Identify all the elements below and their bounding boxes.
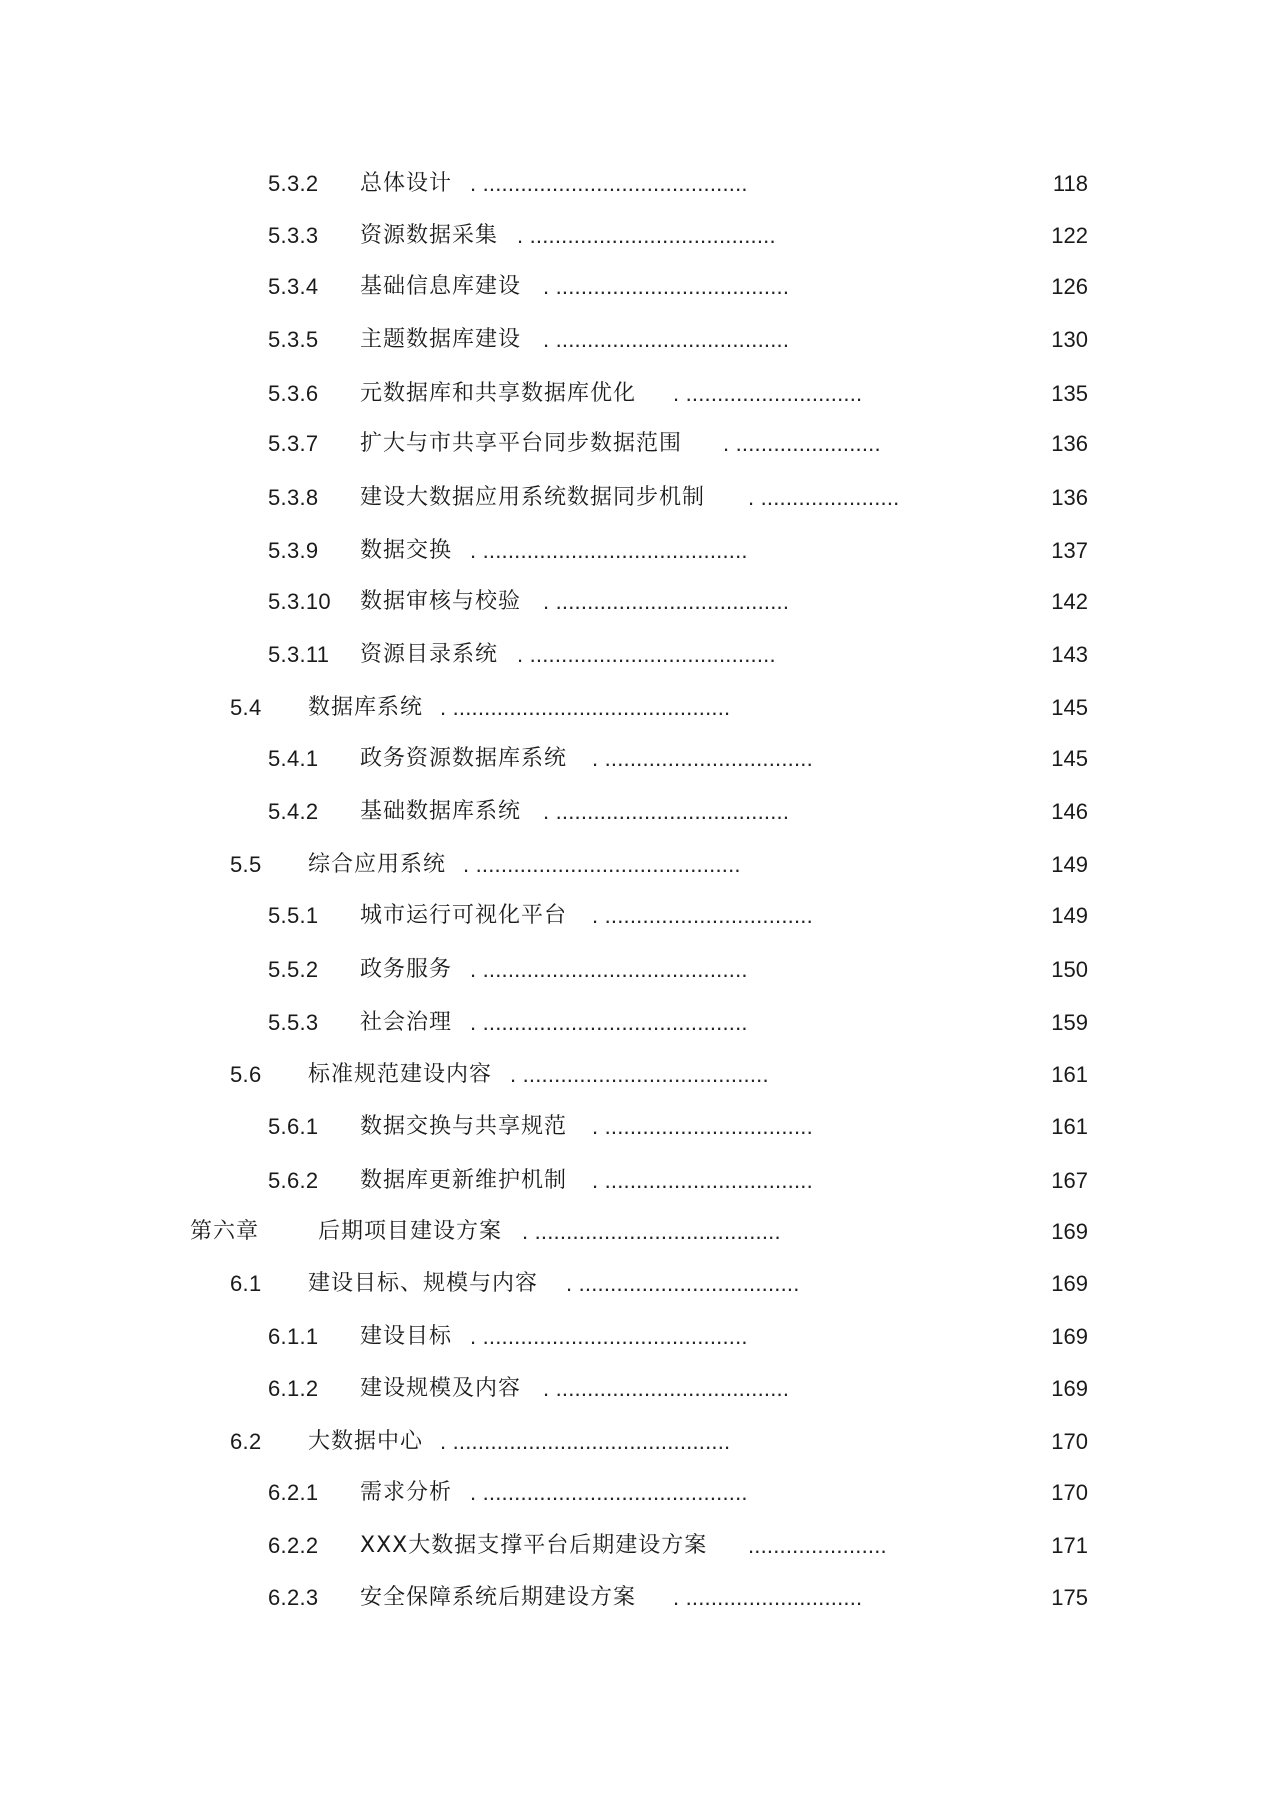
- toc-page-number: 145: [1051, 746, 1088, 771]
- toc-entry-title: 建设规模及内容: [360, 1376, 522, 1401]
- toc-page-number: 130: [1051, 327, 1088, 352]
- toc-entry[interactable]: [0, 374, 1274, 414]
- toc-page-number: 135: [1051, 381, 1088, 406]
- toc-chapter-number: 第六章: [190, 1219, 260, 1244]
- toc-entry-number: 6.2.2: [268, 1533, 319, 1558]
- toc-entry-number: 6.1.2: [268, 1376, 319, 1401]
- toc-entry-number: 5.3.8: [268, 485, 319, 510]
- toc-entry-title: 总体设计: [360, 171, 453, 196]
- toc-page-number: 175: [1051, 1585, 1088, 1610]
- toc-entry-title: 数据库系统: [308, 695, 424, 720]
- toc-entry-number: 5.6.2: [268, 1168, 319, 1193]
- toc-page-number: 170: [1051, 1429, 1088, 1454]
- toc-entry-number: 5.6.1: [268, 1114, 319, 1139]
- toc-entry-number: 5.4.2: [268, 799, 319, 824]
- toc-entry[interactable]: [0, 845, 1274, 885]
- toc-entry-title: XXX大数据支撑平台后期建设方案: [360, 1533, 708, 1558]
- toc-leader-dots: . .................................: [592, 1168, 813, 1193]
- toc-page-number: 145: [1051, 695, 1088, 720]
- toc-entry-number: 6.2.3: [268, 1585, 319, 1610]
- toc-leader-dots: ......................: [748, 1533, 887, 1558]
- toc-entry-title: 需求分析: [360, 1480, 453, 1505]
- toc-entry-title: 扩大与市共享平台同步数据范围: [360, 431, 683, 456]
- toc-entry-title: 数据交换与共享规范: [360, 1114, 568, 1139]
- toc-page-number: 169: [1051, 1324, 1088, 1349]
- toc-leader-dots: . .....................................: [543, 1376, 790, 1401]
- toc-leader-dots: . ...................................: [566, 1271, 800, 1296]
- toc-leader-dots: . ......................: [748, 485, 900, 510]
- toc-entry-number: 6.1.1: [268, 1324, 319, 1349]
- toc-entry[interactable]: [0, 739, 1274, 779]
- toc-entry[interactable]: [0, 267, 1274, 307]
- toc-leader-dots: . .......................................: [517, 223, 776, 248]
- toc-entry[interactable]: [0, 531, 1274, 571]
- toc-entry-number: 5.4: [230, 695, 262, 720]
- toc-entry-title: 大数据中心: [308, 1429, 424, 1454]
- toc-leader-dots: . .......................................: [510, 1062, 769, 1087]
- toc-entry[interactable]: [0, 1264, 1274, 1304]
- toc-page-number: 150: [1051, 957, 1088, 982]
- toc-entry[interactable]: [0, 582, 1274, 622]
- toc-leader-dots: . ............................: [673, 1585, 863, 1610]
- toc-entry-number: 5.3.10: [268, 589, 331, 614]
- toc-page-number: 143: [1051, 642, 1088, 667]
- toc-leader-dots: . .......................................: [522, 1219, 781, 1244]
- toc-entry[interactable]: [0, 688, 1274, 728]
- toc-entry[interactable]: [0, 1107, 1274, 1147]
- toc-page-number: 169: [1051, 1376, 1088, 1401]
- toc-page-number: 161: [1051, 1062, 1088, 1087]
- toc-leader-dots: . ..........................................: [470, 538, 748, 563]
- toc-entry-number: 6.1: [230, 1271, 262, 1296]
- toc-entry-number: 5.3.7: [268, 431, 319, 456]
- toc-leader-dots: . ..........................................: [470, 957, 748, 982]
- toc-entry-title: 标准规范建设内容: [308, 1062, 493, 1087]
- toc-entry[interactable]: [0, 1055, 1274, 1095]
- toc-entry-title: 建设大数据应用系统数据同步机制: [360, 485, 706, 510]
- toc-page-number: 169: [1051, 1271, 1088, 1296]
- toc-entry-title: 数据交换: [360, 538, 453, 563]
- toc-entry-title: 数据库更新维护机制: [360, 1168, 568, 1193]
- toc-entry[interactable]: [0, 216, 1274, 256]
- toc-entry-title: 资源目录系统: [360, 642, 499, 667]
- toc-entry[interactable]: [0, 424, 1274, 464]
- toc-entry-number: 5.3.11: [268, 642, 330, 667]
- toc-entry[interactable]: [0, 1003, 1274, 1043]
- toc-page-number: 167: [1051, 1168, 1088, 1193]
- toc-entry-title: 城市运行可视化平台: [360, 903, 568, 928]
- toc-leader-dots: . ..........................................: [470, 1010, 748, 1035]
- toc-entry-number: 5.4.1: [268, 746, 319, 771]
- toc-entry-title: 后期项目建设方案: [318, 1219, 503, 1244]
- toc-leader-dots: . .....................................: [543, 327, 790, 352]
- toc-entry-number: 5.3.2: [268, 171, 319, 196]
- toc-leader-dots: . ............................................: [440, 1429, 731, 1454]
- toc-entry-number: 5.5: [230, 852, 262, 877]
- toc-entry[interactable]: [0, 1473, 1274, 1513]
- toc-leader-dots: . ............................................: [440, 695, 731, 720]
- toc-entry[interactable]: [0, 1578, 1274, 1618]
- toc-leader-dots: . .....................................: [543, 799, 790, 824]
- toc-entry-title: 资源数据采集: [360, 223, 499, 248]
- toc-page-number: 170: [1051, 1480, 1088, 1505]
- toc-leader-dots: . ............................: [673, 381, 863, 406]
- toc-entry[interactable]: [0, 896, 1274, 936]
- toc-leader-dots: . .................................: [592, 903, 813, 928]
- toc-entry-number: 5.6: [230, 1062, 262, 1087]
- toc-leader-dots: . .....................................: [543, 589, 790, 614]
- toc-page-number: 161: [1051, 1114, 1088, 1139]
- toc-entry-title: 建设目标、规模与内容: [308, 1271, 539, 1296]
- toc-page-number: 142: [1051, 589, 1088, 614]
- toc-leader-dots: . ..........................................: [463, 852, 741, 877]
- toc-entry-title: 基础数据库系统: [360, 799, 522, 824]
- toc-entry-number: 6.2.1: [268, 1480, 319, 1505]
- toc-entry[interactable]: [0, 478, 1274, 518]
- toc-leader-dots: . .................................: [592, 1114, 813, 1139]
- toc-entry-title: 元数据库和共享数据库优化: [360, 381, 637, 406]
- toc-entry[interactable]: [0, 1422, 1274, 1462]
- toc-entry[interactable]: [0, 792, 1274, 832]
- toc-page-number: 126: [1051, 274, 1088, 299]
- toc-entry[interactable]: [0, 635, 1274, 675]
- toc-page-number: 136: [1051, 431, 1088, 456]
- toc-leader-dots: . .....................................: [543, 274, 790, 299]
- toc-entry[interactable]: [0, 320, 1274, 360]
- toc-entry-title: 政务服务: [360, 957, 453, 982]
- toc-entry-number: 5.3.5: [268, 327, 319, 352]
- toc-leader-dots: . .......................................: [517, 642, 776, 667]
- toc-entry[interactable]: [0, 1526, 1274, 1566]
- toc-entry[interactable]: [0, 950, 1274, 990]
- toc-page-number: 137: [1051, 538, 1088, 563]
- toc-entry-title: 综合应用系统: [308, 852, 447, 877]
- toc-entry-number: 5.3.4: [268, 274, 319, 299]
- toc-page-number: 149: [1051, 852, 1088, 877]
- toc-leader-dots: . ..........................................: [470, 1324, 748, 1349]
- toc-page-number: 171: [1051, 1533, 1088, 1558]
- toc-entry-number: 5.3.6: [268, 381, 319, 406]
- toc-entry-title: 建设目标: [360, 1324, 453, 1349]
- toc-page-number: 146: [1051, 799, 1088, 824]
- toc-leader-dots: . ..........................................: [470, 171, 748, 196]
- toc-leader-dots: . .................................: [592, 746, 813, 771]
- toc-page-number: 118: [1052, 171, 1088, 196]
- toc-entry-number: 5.5.3: [268, 1010, 319, 1035]
- toc-leader-dots: . ..........................................: [470, 1480, 748, 1505]
- toc-entry-title: 基础信息库建设: [360, 274, 522, 299]
- toc-entry-number: 5.5.1: [268, 903, 319, 928]
- toc-entry-number: 5.3.9: [268, 538, 319, 563]
- toc-entry[interactable]: [0, 1161, 1274, 1201]
- toc-page-number: 169: [1051, 1219, 1088, 1244]
- toc-entry-title: 安全保障系统后期建设方案: [360, 1585, 637, 1610]
- toc-leader-dots: . .......................: [723, 431, 881, 456]
- toc-entry[interactable]: [0, 164, 1274, 204]
- toc-entry-number: 5.5.2: [268, 957, 319, 982]
- toc-page-number: 159: [1051, 1010, 1088, 1035]
- toc-entry[interactable]: [0, 1317, 1274, 1357]
- toc-entry-number: 5.3.3: [268, 223, 319, 248]
- toc-entry-number: 6.2: [230, 1429, 262, 1454]
- toc-page-number: 149: [1051, 903, 1088, 928]
- toc-page-number: 136: [1051, 485, 1088, 510]
- toc-chapter-entry[interactable]: [0, 1212, 1274, 1252]
- toc-page-number: 122: [1051, 223, 1088, 248]
- toc-entry-title: 数据审核与校验: [360, 589, 522, 614]
- toc-entry[interactable]: [0, 1369, 1274, 1409]
- toc-entry-title: 政务资源数据库系统: [360, 746, 568, 771]
- toc-entry-title: 社会治理: [360, 1010, 453, 1035]
- toc-entry-title: 主题数据库建设: [360, 327, 522, 352]
